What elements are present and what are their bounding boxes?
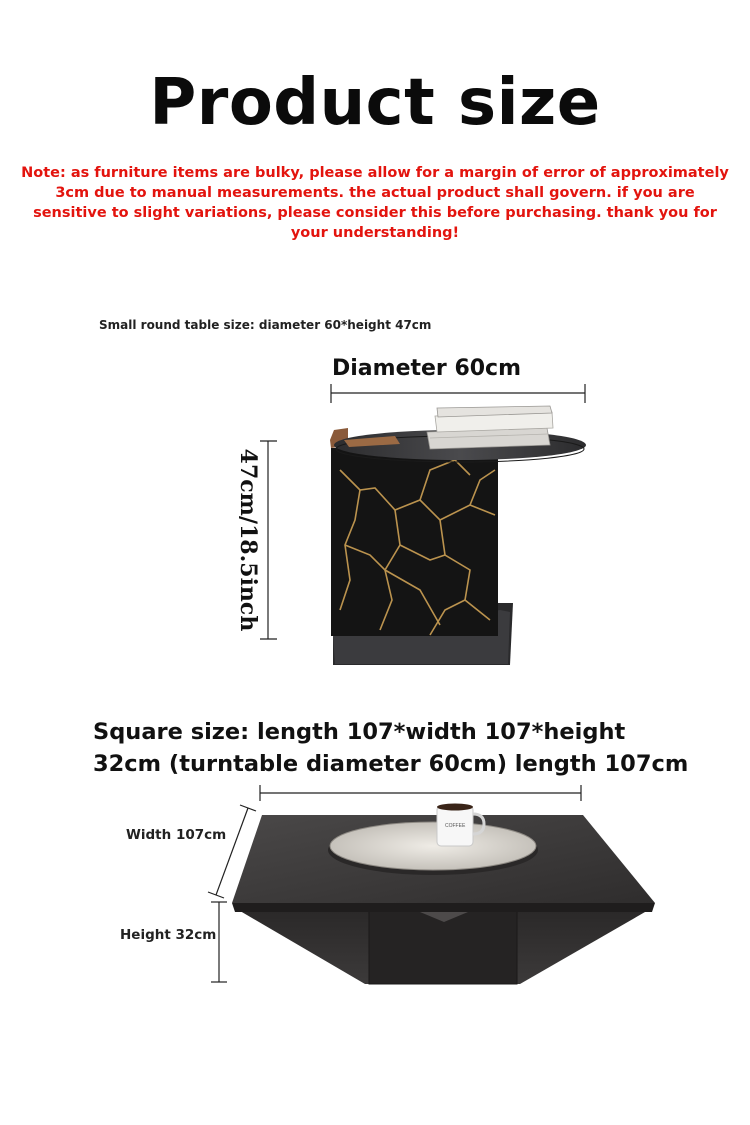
page-title: Product size bbox=[149, 66, 601, 140]
square-height-label: Height 32cm bbox=[120, 927, 217, 943]
width-label: Width 107cm bbox=[126, 827, 227, 843]
measurement-note: Note: as furniture items are bulky, please allow for a margin of error of approximately 3cm due to manual measurements. the actual product shall govern. if you are sensitive to slight variations, please consider this before purchasing. thank you for your understanding! bbox=[21, 165, 729, 241]
length-dimension-line bbox=[260, 785, 581, 801]
square-coffee-table-image bbox=[232, 804, 655, 985]
round-side-table-image bbox=[330, 406, 586, 665]
cup-label: COFFEE bbox=[445, 823, 466, 829]
diameter-label: Diameter 60cm bbox=[332, 356, 522, 381]
small-table-size-text: Small round table size: diameter 60*height 47cm bbox=[99, 318, 432, 332]
height-dimension-text: 47cm/18.5inch bbox=[235, 448, 261, 632]
height-dimension-line bbox=[260, 441, 277, 639]
square-table-size-text: Square size: length 107*width 107*height 32cm (turntable diameter 60cm) length 107cm bbox=[93, 719, 689, 777]
diameter-dimension-line bbox=[331, 384, 585, 403]
